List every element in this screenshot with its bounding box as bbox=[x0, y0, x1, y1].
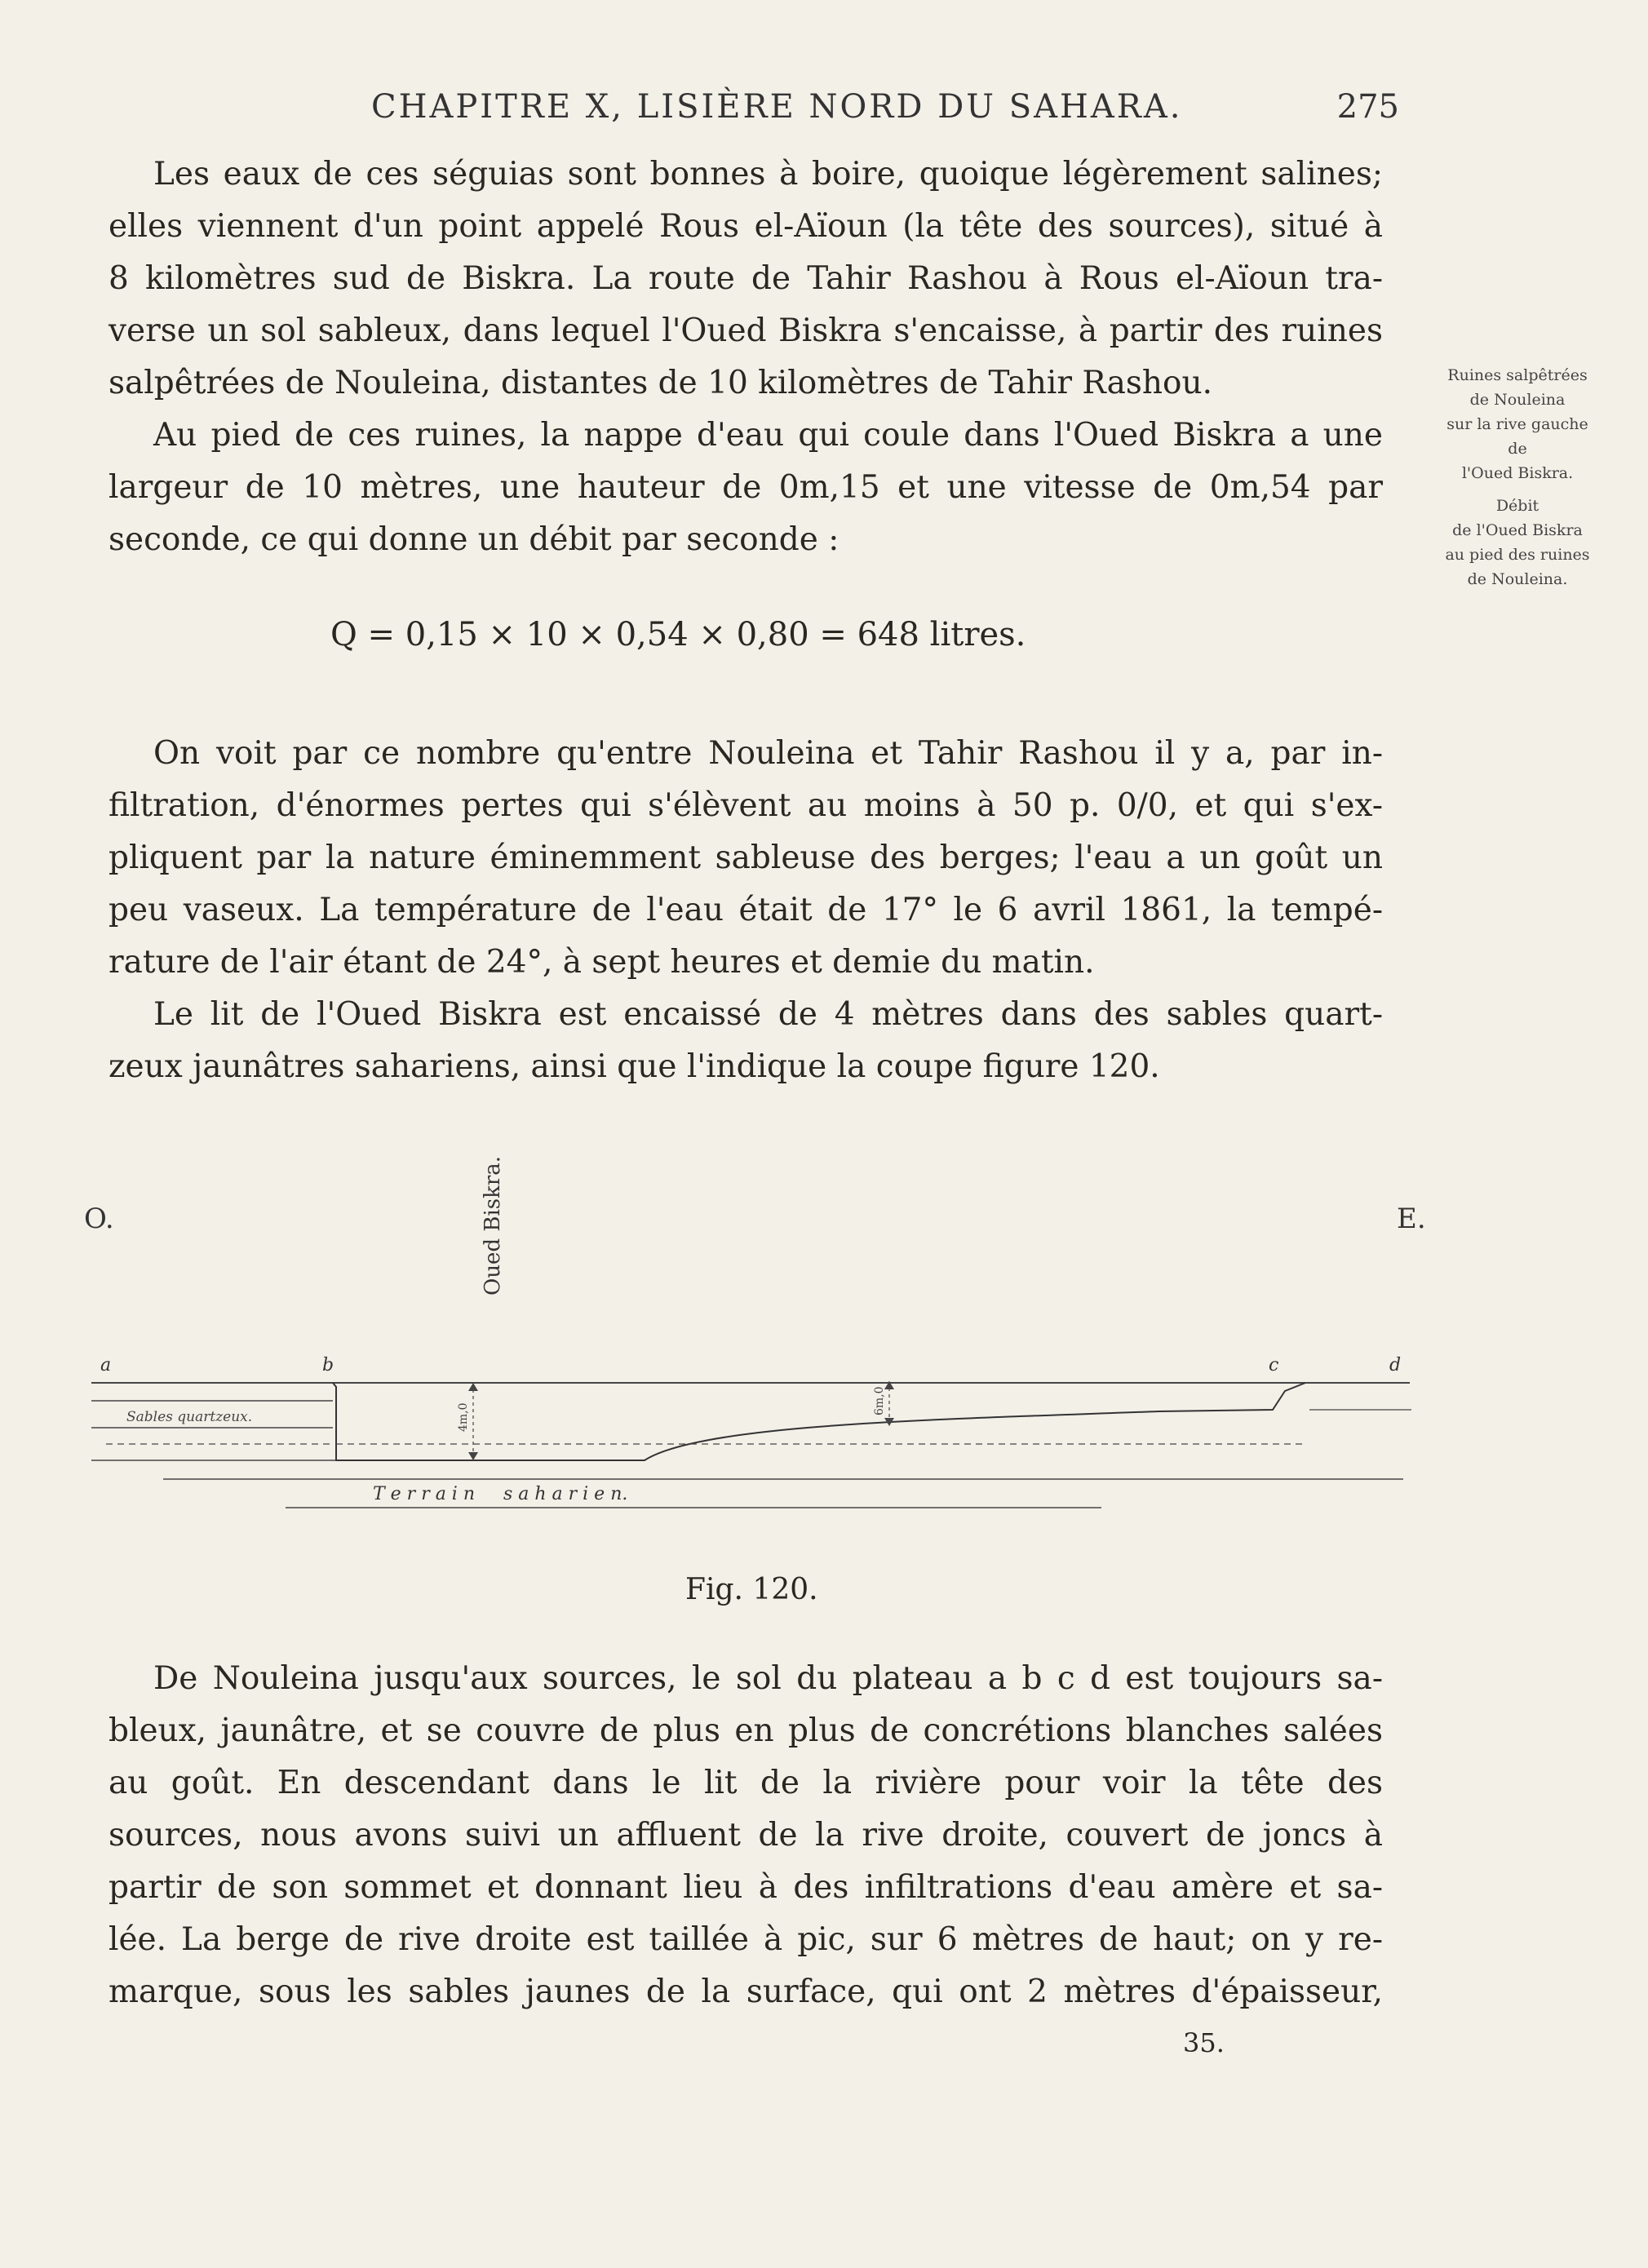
text-line: rature de l'air étant de 24°, à sept heures et demie du matin. bbox=[109, 944, 1095, 981]
text-line: filtration, d'énormes pertes qui s'élèvent au moins à 50 p. 0/0, et qui s'ex- bbox=[109, 787, 1383, 824]
signature-mark: 35. bbox=[1183, 2027, 1225, 2058]
text-line: Le lit de l'Oued Biskra est encaissé de 4 mètres dans des sables quart- bbox=[153, 996, 1383, 1033]
left-depth-label: 4m,0 bbox=[457, 1402, 470, 1432]
text-line: seconde, ce qui donne un débit par seconde : bbox=[109, 521, 840, 558]
figure-caption: Fig. 120. bbox=[685, 1573, 818, 1606]
text-line: largeur de 10 mètres, une hauteur de 0m,15 et une vitesse de 0m,54 par bbox=[109, 469, 1383, 506]
terrain-label: T e r r a i n s a h a r i e n. bbox=[373, 1484, 628, 1504]
text-line: verse un sol sableux, dans lequel l'Oued Biskra s'encaisse, à partir des ruines bbox=[109, 312, 1383, 349]
margin-note-line: de bbox=[1508, 440, 1527, 458]
text-line: elles viennent d'un point appelé Rous el-Aïoun (la tête des sources), situé à bbox=[109, 208, 1383, 245]
text-line: On voit par ce nombre qu'entre Nouleina et Tahir Rashou il y a, par in- bbox=[153, 735, 1383, 772]
text-line: pliquent par la nature éminemment sableuse des berges; l'eau a un goût un bbox=[109, 839, 1383, 876]
margin-note-line: Ruines salpêtrées bbox=[1447, 366, 1588, 384]
text-line: De Nouleina jusqu'aux sources, le sol du plateau a b c d est toujours sa- bbox=[153, 1660, 1383, 1697]
river-bed-profile bbox=[333, 1383, 1305, 1460]
text-line: peu vaseux. La température de l'eau était de 17° le 6 avril 1861, la tempé- bbox=[109, 892, 1383, 928]
text-line: sources, nous avons suivi un affluent de la rive droite, couvert de joncs à bbox=[109, 1817, 1383, 1854]
left-depth-arrow-up bbox=[468, 1383, 478, 1391]
point-d-label: d bbox=[1389, 1355, 1402, 1375]
running-header: CHAPITRE X, LISIÈRE NORD DU SAHARA. bbox=[371, 88, 1183, 126]
text-line: 8 kilomètres sud de Biskra. La route de Tahir Rashou à Rous el-Aïoun tra- bbox=[109, 260, 1383, 297]
margin-note-line: Débit bbox=[1495, 497, 1539, 515]
text-line: Les eaux de ces séguias sont bonnes à boire, quoique légèrement salines; bbox=[153, 156, 1383, 193]
margin-note-line: l'Oued Biskra. bbox=[1461, 464, 1574, 482]
paragraph-5 bbox=[109, 1653, 1383, 2018]
text-line: salpêtrées de Nouleina, distantes de 10 kilomètres de Tahir Rashou. bbox=[109, 365, 1213, 401]
text-line: bleux, jaunâtre, et se couvre de plus en plus de concrétions blanches salées bbox=[109, 1712, 1383, 1749]
east-label: E. bbox=[1397, 1203, 1426, 1235]
river-label: Oued Biskra. bbox=[481, 1155, 505, 1296]
point-a-label: a bbox=[100, 1355, 112, 1375]
text-line: au goût. En descendant dans le lit de la rivière pour voir la tête des bbox=[109, 1765, 1383, 1801]
margin-note-line: au pied des ruines bbox=[1445, 546, 1590, 564]
text-line: marque, sous les sables jaunes de la surface, qui ont 2 mètres d'épaisseur, bbox=[109, 1973, 1383, 2010]
west-label: O. bbox=[84, 1203, 114, 1235]
margin-note-line: sur la rive gauche bbox=[1446, 415, 1588, 433]
margin-note-line: de Nouleina. bbox=[1467, 570, 1568, 588]
left-depth-arrow-down bbox=[468, 1452, 478, 1460]
page-number: 275 bbox=[1336, 88, 1399, 126]
discharge-formula: Q = 0,15 × 10 × 0,54 × 0,80 = 648 litres. bbox=[330, 616, 1026, 653]
margin-note-line: de l'Oued Biskra bbox=[1452, 521, 1583, 539]
margin-note-line: de Nouleina bbox=[1469, 391, 1566, 409]
sand-layer-label: Sables quartzeux. bbox=[126, 1409, 253, 1425]
text-line: Au pied de ces ruines, la nappe d'eau qui coule dans l'Oued Biskra a une bbox=[153, 417, 1383, 454]
text-line: zeux jaunâtres sahariens, ainsi que l'indique la coupe figure 120. bbox=[109, 1048, 1160, 1085]
text-line: lée. La berge de rive droite est taillée à pic, sur 6 mètres de haut; on y re- bbox=[109, 1921, 1383, 1958]
point-c-label: c bbox=[1269, 1355, 1279, 1375]
text-line: partir de son sommet et donnant lieu à des infiltrations d'eau amère et sa- bbox=[109, 1869, 1383, 1906]
point-b-label: b bbox=[322, 1355, 334, 1375]
right-depth-label: 6m,0 bbox=[873, 1386, 886, 1415]
